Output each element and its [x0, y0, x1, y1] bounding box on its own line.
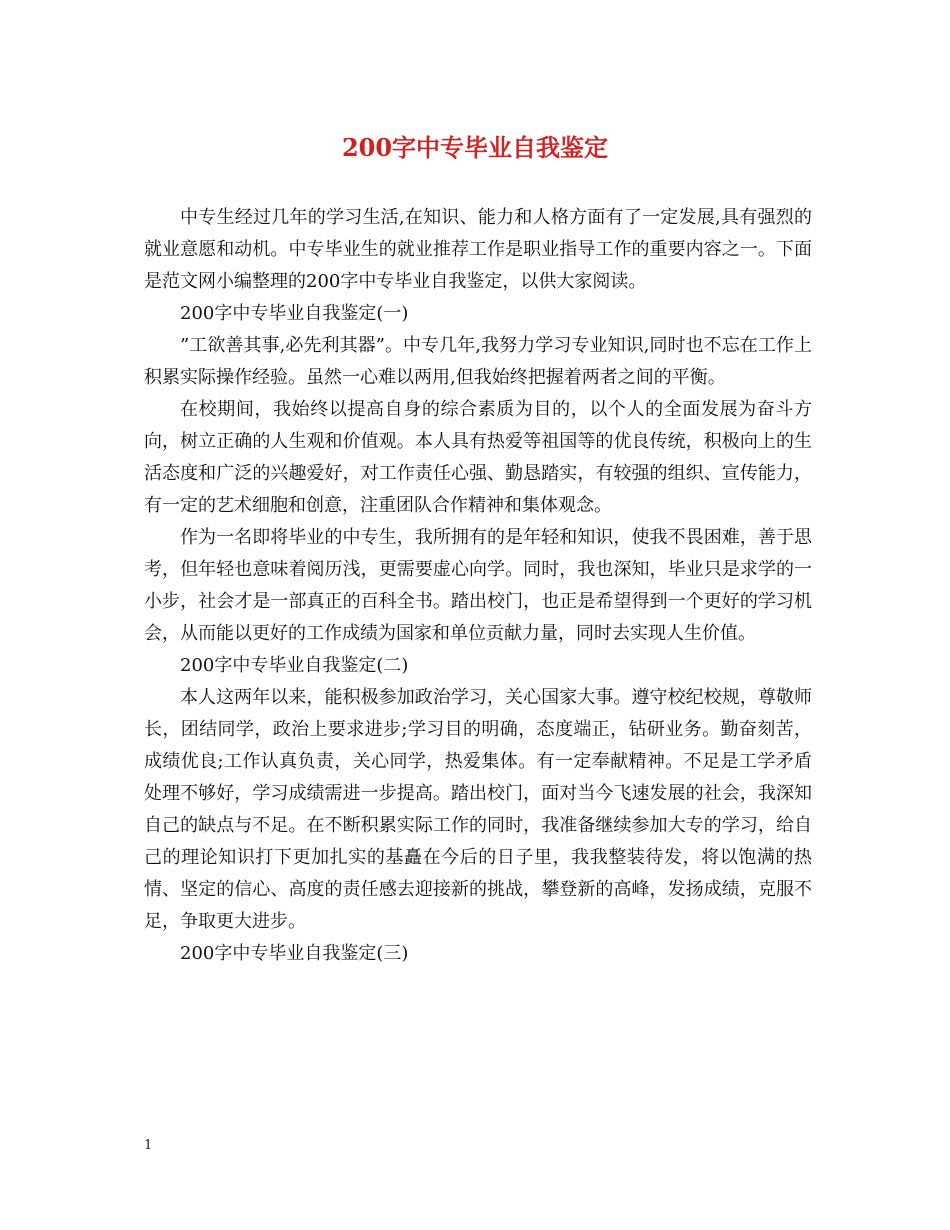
section-heading-2: 200字中专毕业自我鉴定(二) — [180, 655, 409, 676]
section-heading-1: 200字中专毕业自我鉴定(一) — [180, 303, 409, 324]
document-body — [144, 202, 812, 970]
paragraph: 在校期间，我始终以提高自身的综合素质为目的，以个人的全面发展为奋斗方向，树立正确的人生观和价值观。本人具有热爱等祖国等的优良传统，积极向上的生活态度和广泛的兴趣爱好，对工作责任心强、勤恳踏实，有较强的组织、宣传能力，有一定的艺术细胞和创意，注重团队合作精神和集体观念。 — [144, 399, 812, 516]
paragraph: 作为一名即将毕业的中专生，我所拥有的是年轻和知识，使我不畏困难，善于思考，但年轻也意味着阅历浅，更需要虚心向学。同时，我也深知，毕业只是求学的一小步，社会才是一部真正的百科全书。踏出校门，也正是希望得到一个更好的学习机会，从而能以更好的工作成绩为国家和单位贡献力量，同时去实现人生价值。 — [144, 527, 812, 644]
paragraph-intro: 中专生经过几年的学习生活,在知识、能力和人格方面有了一定发展,具有强烈的就业意愿和动机。中专毕业生的就业推荐工作是职业指导工作的重要内容之一。下面是范文网小编整理的200字中专毕业自我鉴定，以供大家阅读。 — [144, 207, 812, 292]
paragraph: ”工欲善其事,必先利其器”。中专几年,我努力学习专业知识,同时也不忘在工作上积累实际操作经验。虽然一心难以两用,但我始终把握着两者之间的平衡。 — [144, 335, 812, 388]
page-number: 1 — [144, 1138, 153, 1153]
paragraph: 本人这两年以来，能积极参加政治学习，关心国家大事。遵守校纪校规，尊敬师长，团结同学，政治上要求进步;学习目的明确，态度端正，钻研业务。勤奋刻苦，成绩优良;工作认真负责，关心同学，热爱集体。有一定奉献精神。不足是工学矛盾处理不够好，学习成绩需进一步提高。踏出校门，面对当今飞速发展的社会，我深知自己的缺点与不足。在不断积累实际工作的同时，我准备继续参加大专的学习，给自己的理论知识打下更加扎实的基矗在今后的日子里，我我整装待发，将以饱满的热情、坚定的信心、高度的责任感去迎接新的挑战，攀登新的高峰，发扬成绩，克服不足，争取更大进步。 — [144, 687, 812, 932]
section-heading-3: 200字中专毕业自我鉴定(三) — [180, 943, 409, 964]
document-title: 200字中专毕业自我鉴定 — [341, 133, 609, 162]
